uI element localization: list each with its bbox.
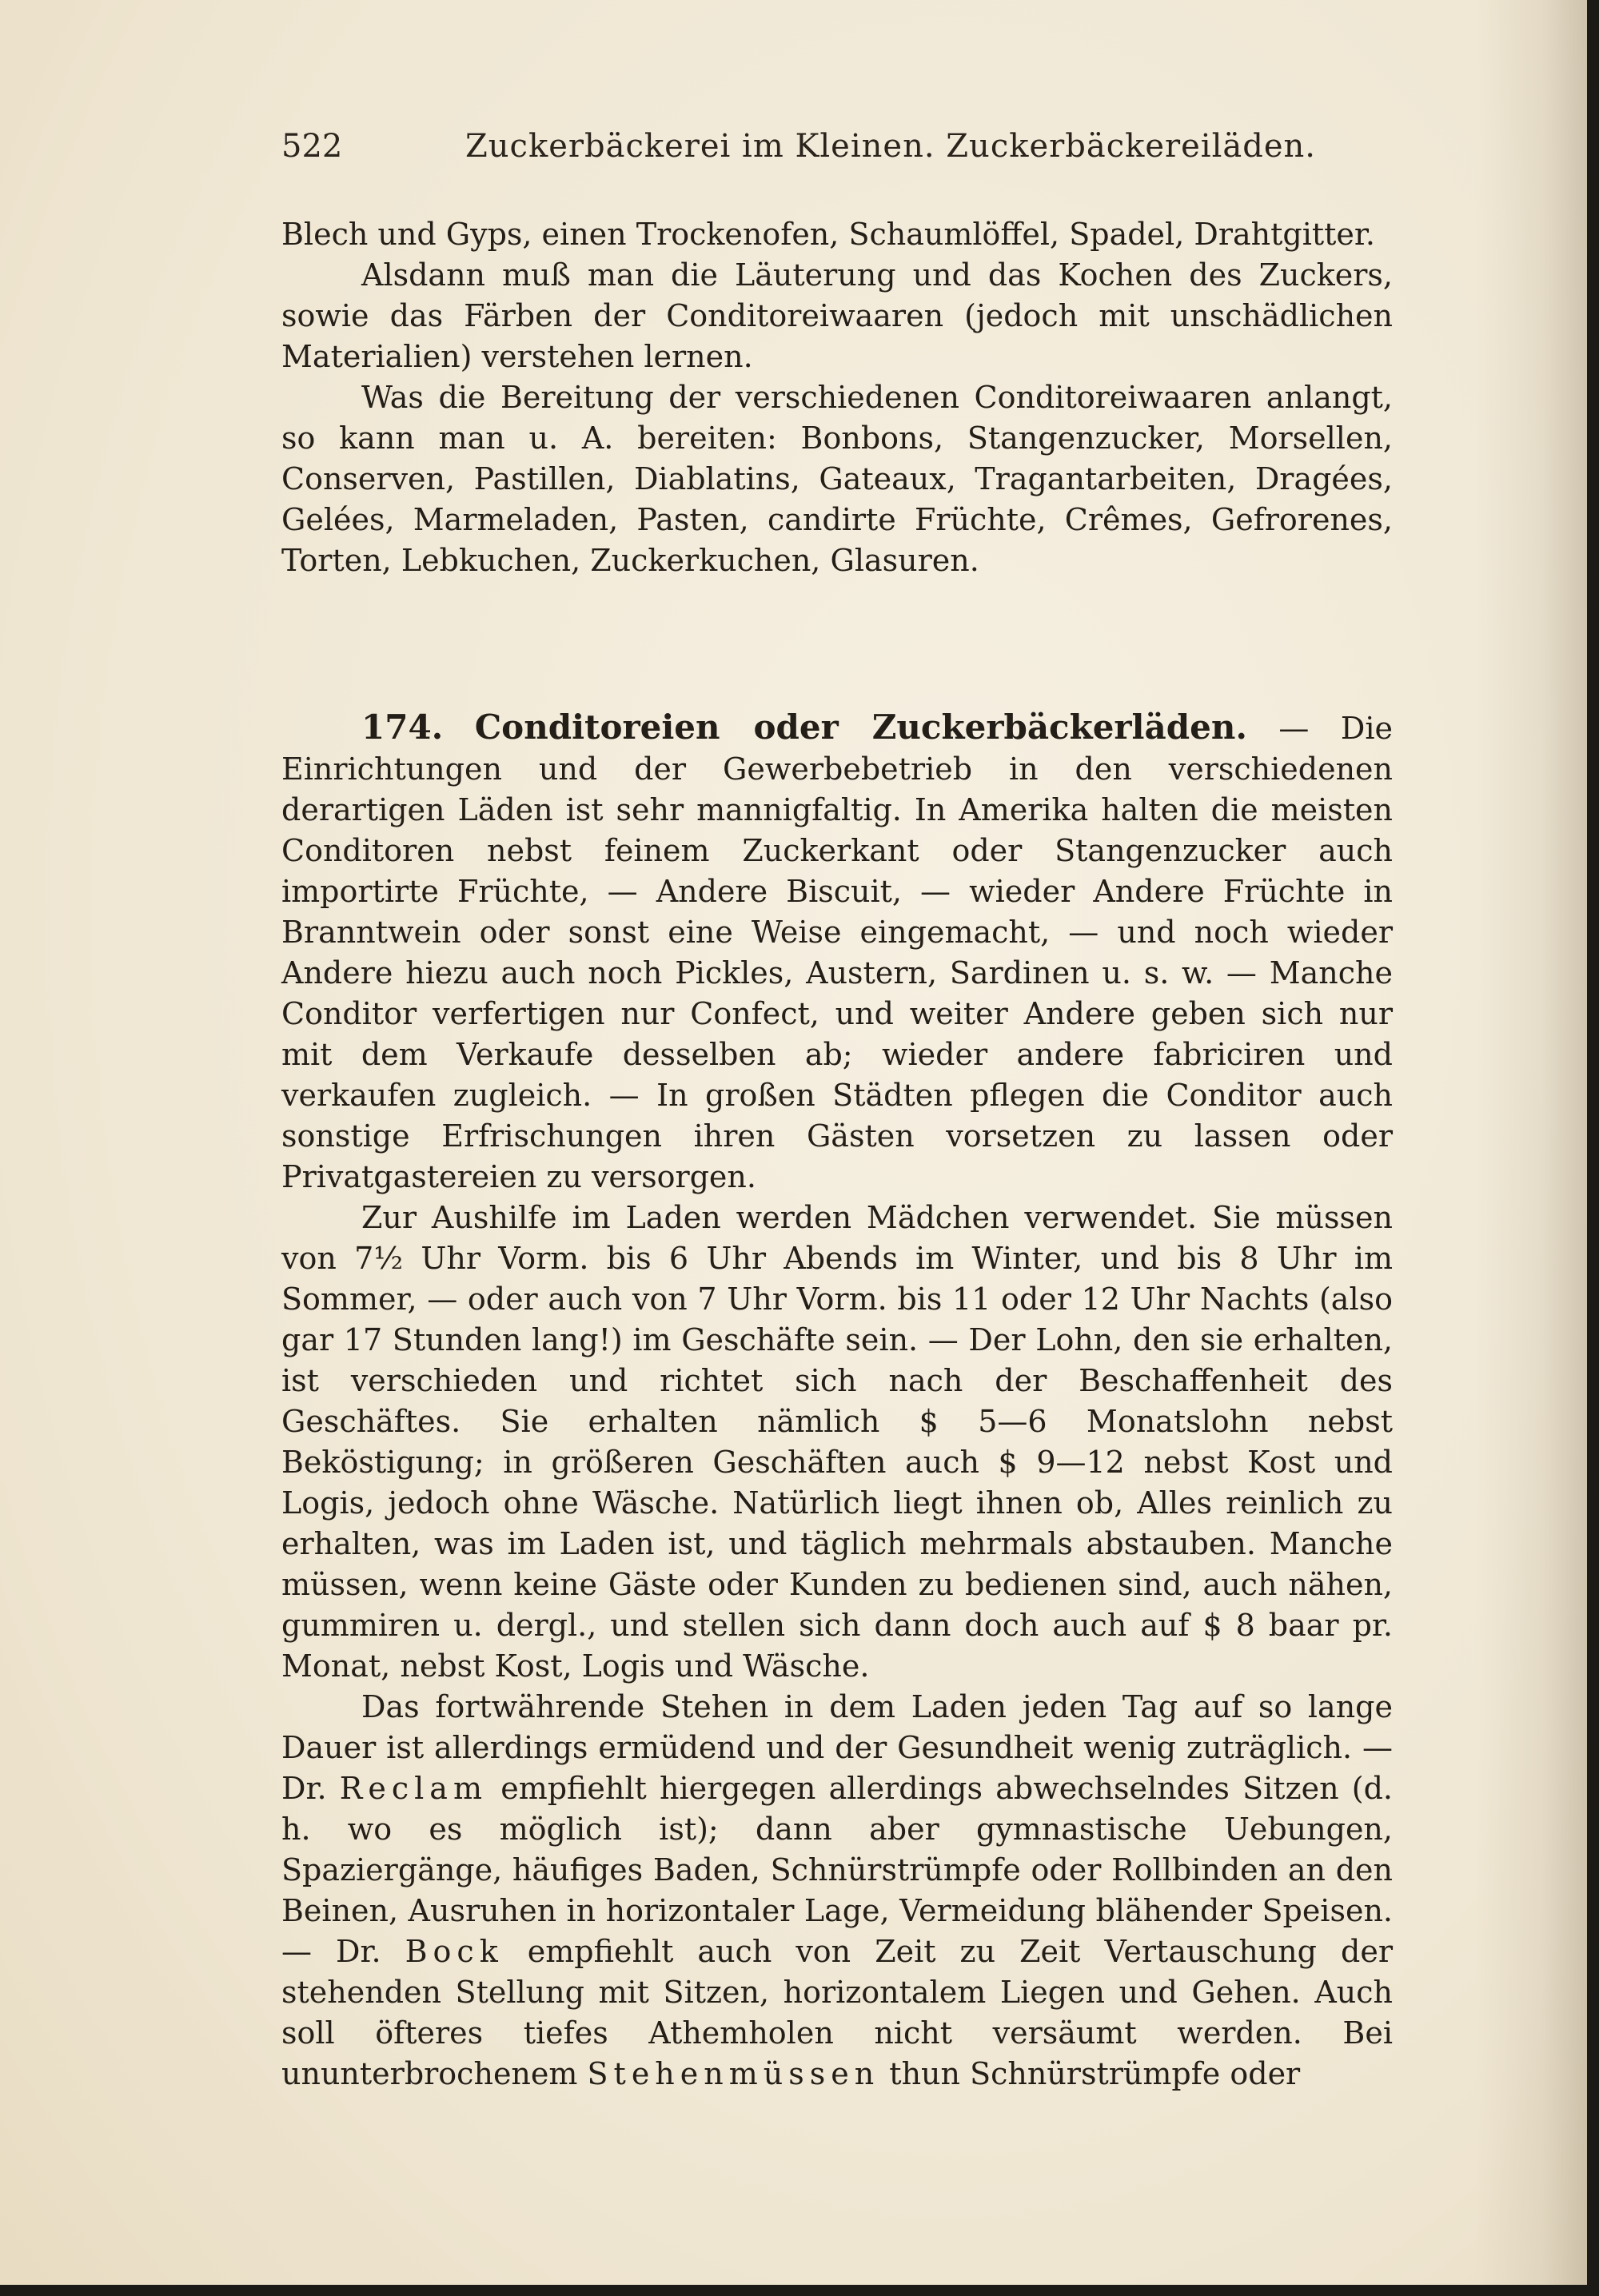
paragraph: Alsdann muß man die Läuterung und das Kochen des Zuckers, sowie das Färben der Conditoreiwaaren (jedoch mit unschädlichen Materialien) verstehen lernen.	[281, 257, 1393, 374]
paragraph-text: Das fortwährende Stehen in dem Laden jeden Tag auf so lange Dauer ist allerdings ermüdend und der Gesundheit wenig zuträglich. — Dr.	[281, 1689, 1393, 1806]
page-number: 522	[281, 128, 343, 165]
paragraph-text: — Die Einrichtungen und der Gewerbebetrieb in den verschiedenen derartigen Läden ist sehr mannigfaltig. In Amerika halten die meisten Conditoren nebst feinem Zuckerkant oder Stangenzucker auch importirte Früchte, — Andere Biscuit, — wieder Andere Früchte in Branntwein oder sonst eine Weise eingemacht, — und noch wieder Andere hiezu auch noch Pickles, Austern, Sardinen u. s. w. — Manche Conditor verfertigen nur Confect, und weiter Andere geben sich nur mit dem Verkaufe desselben ab; wieder andere fabriciren und verkaufen zugleich. — In großen Städten pflegen die Conditor auch sonstige Erfrischungen ihren Gästen vorsetzen zu lassen oder Privatgastereien zu versorgen.	[281, 711, 1393, 1194]
paragraph-text: thun Schnürstrümpfe oder	[879, 2056, 1301, 2091]
spine-shadow	[1475, 0, 1587, 2285]
paragraph-text: empfiehlt auch von Zeit zu Zeit Vertauschung der stehenden Stellung mit Sitzen, horizontalem Liegen und Gehen. Auch soll öfteres tiefes Athemholen nicht versäumt werden. Bei ununterbrochenem	[281, 1934, 1393, 2091]
section-paragraph	[281, 707, 1393, 1198]
author-name: Bock	[405, 1934, 504, 1969]
paragraph: Was die Bereitung der verschiedenen Conditoreiwaaren anlangt, so kann man u. A. bereiten: Bonbons, Stangenzucker, Morsellen, Conserven, Pastillen, Diablatins, Gateaux, Tragantarbeiten, Dragées, Gelées, Marmeladen, Pasten, candirte Früchte, Crêmes, Gefrorenes, Torten, Lebkuchen, Zuckerkuchen, Glasuren.	[281, 380, 1393, 578]
paragraph: Zur Aushilfe im Laden werden Mädchen verwendet. Sie müssen von 7½ Uhr Vorm. bis 6 Uhr Abends im Winter, und bis 8 Uhr im Sommer, — oder auch von 7 Uhr Vorm. bis 11 oder 12 Uhr Nachts (also gar 17 Stunden lang!) im Geschäfte sein. — Der Lohn, den sie erhalten, ist verschieden und richtet sich nach der Beschaffenheit des Geschäftes. Sie erhalten nämlich $ 5—6 Monatslohn nebst Beköstigung; in größeren Geschäften auch $ 9—12 nebst Kost und Logis, jedoch ohne Wäsche. Natürlich liegt ihnen ob, Alles reinlich zu erhalten, was im Laden ist, und täglich mehrmals abstauben. Manche müssen, wenn keine Gäste oder Kunden zu bedienen sind, auch nähen, gummiren u. dergl., und stellen sich dann doch auch auf $ 8 baar pr. Monat, nebst Kost, Logis und Wäsche.	[281, 1200, 1393, 1684]
paragraph-text: empfiehlt hiergegen allerdings abwechselndes Sitzen (d. h. wo es möglich ist); dann aber gymnastische Uebungen, Spaziergänge, häufiges Baden, Schnürstrümpfe oder Rollbinden an den Beinen, Ausruhen in horizontaler Lage, Vermeidung blähender Speisen. — Dr.	[281, 1771, 1393, 1969]
section-174	[281, 707, 1393, 2095]
scan-edge	[0, 2285, 1599, 2296]
emphasized-word: Stehenmüssen	[587, 2056, 880, 2091]
paragraph: Blech und Gyps, einen Trockenofen, Schaumlöffel, Spadel, Drahtgitter.	[281, 217, 1375, 252]
paragraph	[281, 1687, 1393, 2095]
section-title: Conditoreien oder Zuckerbäckerläden.	[474, 708, 1247, 747]
author-name: Reclam	[339, 1771, 488, 1806]
running-head: Zuckerbäckerei im Kleinen. Zuckerbäckereiläden.	[465, 128, 1316, 165]
page-header	[281, 128, 1401, 176]
intro-block	[281, 214, 1393, 581]
section-number: 174.	[361, 708, 444, 747]
